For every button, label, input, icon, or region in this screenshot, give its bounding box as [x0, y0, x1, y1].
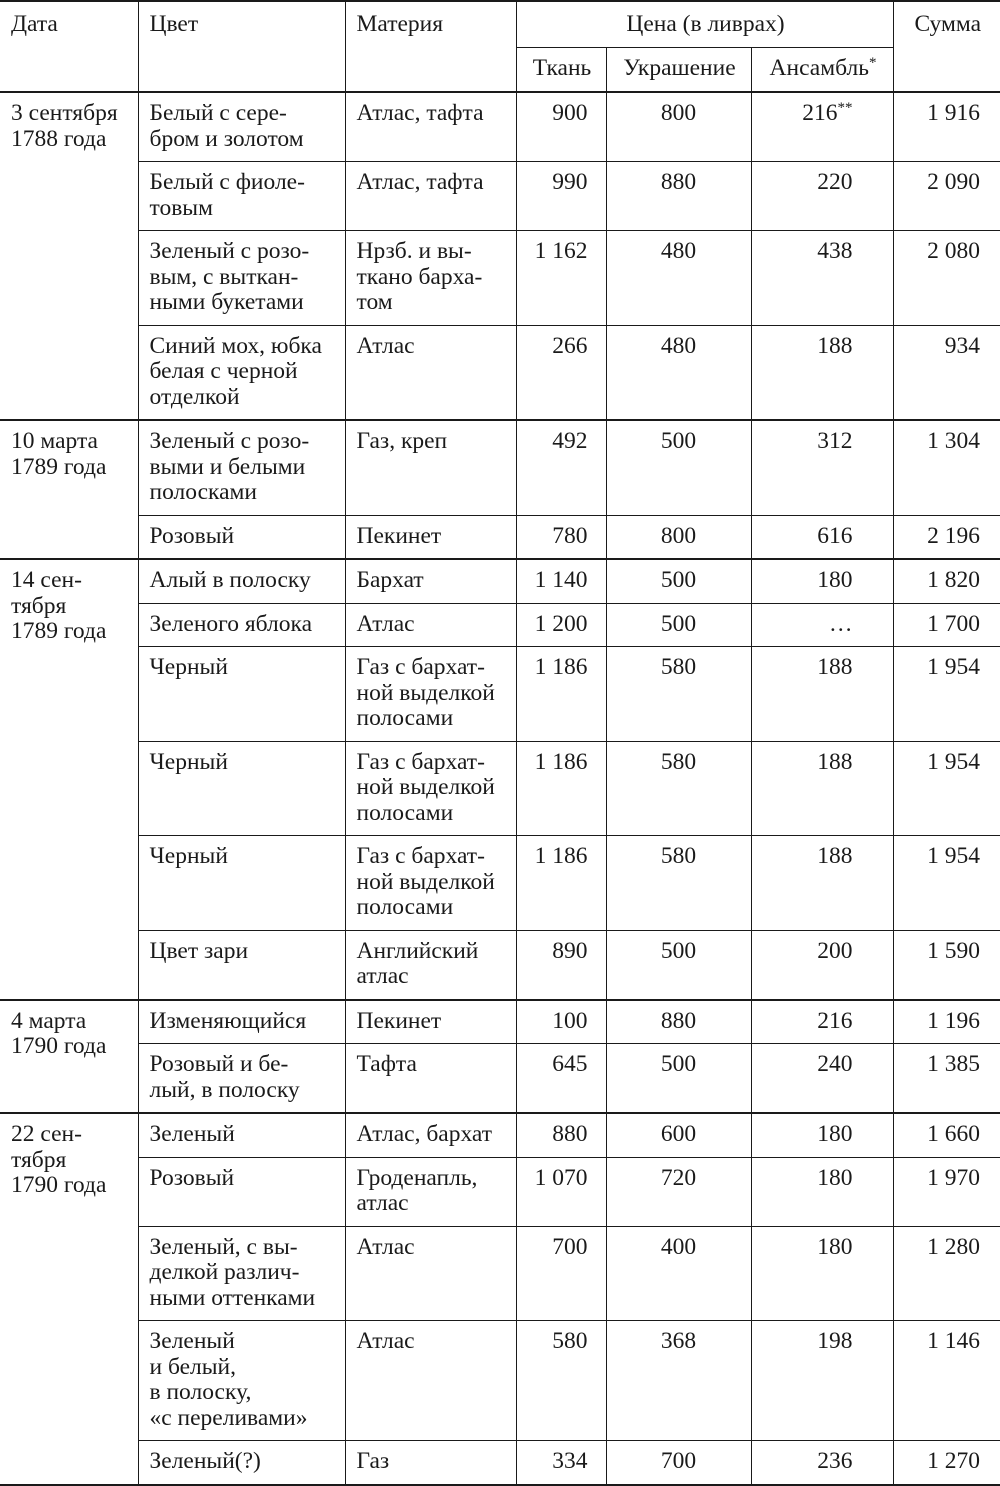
ensemble-price-cell: 216**	[751, 92, 893, 162]
color-cell: Синий мох, юбка белая с черной отделкой	[138, 325, 345, 420]
ensemble-price-cell: 198	[751, 1321, 893, 1441]
color-cell: Зеленый(?)	[138, 1441, 345, 1485]
ensemble-price-cell: 180	[751, 1157, 893, 1226]
decoration-price-cell: 880	[606, 1000, 751, 1044]
table-row	[0, 836, 1000, 931]
fabric-price-cell: 1 162	[516, 231, 606, 326]
material-cell: Газ	[345, 1441, 516, 1485]
header-decoration: Украшение	[606, 47, 751, 92]
fabric-price-cell: 890	[516, 930, 606, 1000]
decoration-price-cell: 500	[606, 603, 751, 647]
material-cell: Газ с бархат- ной выделкой полосами	[345, 836, 516, 931]
fabric-price-cell: 1 186	[516, 741, 606, 836]
table-row	[0, 1226, 1000, 1321]
fabric-price-cell: 1 070	[516, 1157, 606, 1226]
sum-cell: 1 820	[893, 559, 1000, 603]
ensemble-price-cell: 236	[751, 1441, 893, 1485]
table-row	[0, 647, 1000, 742]
fabric-price-cell: 1 200	[516, 603, 606, 647]
fabric-price-cell: 492	[516, 420, 606, 515]
decoration-price-cell: 368	[606, 1321, 751, 1441]
ensemble-price-cell: 438	[751, 231, 893, 326]
date-cell: 4 марта 1790 года	[0, 1000, 138, 1114]
ensemble-price-cell: 180	[751, 1113, 893, 1157]
fabric-price-cell: 780	[516, 515, 606, 559]
material-cell: Атлас	[345, 1321, 516, 1441]
material-cell: Нрзб. и вы- ткано барха- том	[345, 231, 516, 326]
ensemble-price-cell: 180	[751, 1226, 893, 1321]
material-cell: Атлас, бархат	[345, 1113, 516, 1157]
decoration-price-cell: 500	[606, 930, 751, 1000]
color-cell: Зеленый	[138, 1113, 345, 1157]
fabric-price-cell: 1 186	[516, 836, 606, 931]
sum-cell: 1 970	[893, 1157, 1000, 1226]
sum-cell: 1 196	[893, 1000, 1000, 1044]
color-cell: Алый в полоску	[138, 559, 345, 603]
material-cell: Газ, креп	[345, 420, 516, 515]
fabric-price-cell: 990	[516, 162, 606, 231]
ensemble-price-cell: 188	[751, 836, 893, 931]
table-row	[0, 1044, 1000, 1114]
decoration-price-cell: 720	[606, 1157, 751, 1226]
color-cell: Белый с фиоле- товым	[138, 162, 345, 231]
decoration-price-cell: 480	[606, 231, 751, 326]
decoration-price-cell: 600	[606, 1113, 751, 1157]
table-row	[0, 930, 1000, 1000]
color-cell: Розовый и бе- лый, в полоску	[138, 1044, 345, 1114]
fabric-price-cell: 100	[516, 1000, 606, 1044]
color-cell: Зеленый, с вы- делкой различ- ными оттенками	[138, 1226, 345, 1321]
decoration-price-cell: 480	[606, 325, 751, 420]
table-row	[0, 325, 1000, 420]
material-cell: Атлас, тафта	[345, 162, 516, 231]
sum-cell: 1 916	[893, 92, 1000, 162]
fabric-price-cell: 1 140	[516, 559, 606, 603]
table-row	[0, 92, 1000, 162]
table-row	[0, 1000, 1000, 1044]
table-row	[0, 741, 1000, 836]
date-cell: 10 марта 1789 года	[0, 420, 138, 559]
color-cell: Изменяющийся	[138, 1000, 345, 1044]
material-cell: Газ с бархат- ной выделкой полосами	[345, 647, 516, 742]
footnote-mark: **	[837, 100, 853, 116]
fabric-price-cell: 645	[516, 1044, 606, 1114]
sum-cell: 1 700	[893, 603, 1000, 647]
table-row	[0, 603, 1000, 647]
ensemble-price-cell: 616	[751, 515, 893, 559]
ensemble-price-cell: 188	[751, 647, 893, 742]
date-cell: 3 сентября 1788 года	[0, 92, 138, 420]
sum-cell: 1 954	[893, 647, 1000, 742]
color-cell: Зеленый с розо- вым, с выткан- ными букетами	[138, 231, 345, 326]
sum-cell: 1 304	[893, 420, 1000, 515]
ensemble-price-cell: …	[751, 603, 893, 647]
fabric-price-cell: 266	[516, 325, 606, 420]
table-row	[0, 1113, 1000, 1157]
header-date: Дата	[0, 1, 138, 92]
decoration-price-cell: 580	[606, 741, 751, 836]
ensemble-price-cell: 216	[751, 1000, 893, 1044]
ensemble-price-cell: 188	[751, 325, 893, 420]
sum-cell: 934	[893, 325, 1000, 420]
material-cell: Бархат	[345, 559, 516, 603]
decoration-price-cell: 800	[606, 515, 751, 559]
header-price: Цена (в ливрах)	[516, 1, 893, 47]
table-row	[0, 1321, 1000, 1441]
ensemble-price-cell: 200	[751, 930, 893, 1000]
material-cell: Гроденапль, атлас	[345, 1157, 516, 1226]
sum-cell: 1 954	[893, 741, 1000, 836]
color-cell: Цвет зари	[138, 930, 345, 1000]
header-row	[0, 1, 1000, 47]
header-fabric: Ткань	[516, 47, 606, 92]
sum-cell: 1 270	[893, 1441, 1000, 1485]
fabric-price-cell: 334	[516, 1441, 606, 1485]
material-cell: Атлас	[345, 325, 516, 420]
table-row	[0, 559, 1000, 603]
material-cell: Английский атлас	[345, 930, 516, 1000]
table-row	[0, 420, 1000, 515]
ensemble-price-cell: 220	[751, 162, 893, 231]
material-cell: Тафта	[345, 1044, 516, 1114]
ensemble-price-cell: 180	[751, 559, 893, 603]
sum-cell: 2 080	[893, 231, 1000, 326]
decoration-price-cell: 700	[606, 1441, 751, 1485]
color-cell: Белый с сере- бром и золотом	[138, 92, 345, 162]
color-cell: Зеленого яблока	[138, 603, 345, 647]
decoration-price-cell: 500	[606, 1044, 751, 1114]
color-cell: Розовый	[138, 515, 345, 559]
sum-cell: 1 385	[893, 1044, 1000, 1114]
material-cell: Атлас	[345, 603, 516, 647]
header-ensemble: Ансамбль*	[751, 47, 893, 92]
header-sum: Сумма	[893, 1, 1000, 92]
material-cell: Атлас, тафта	[345, 92, 516, 162]
color-cell: Черный	[138, 741, 345, 836]
decoration-price-cell: 580	[606, 647, 751, 742]
fabric-price-cell: 1 186	[516, 647, 606, 742]
material-cell: Атлас	[345, 1226, 516, 1321]
sum-cell: 1 954	[893, 836, 1000, 931]
fabric-price-cell: 700	[516, 1226, 606, 1321]
decoration-price-cell: 580	[606, 836, 751, 931]
material-cell: Пекинет	[345, 1000, 516, 1044]
ensemble-price-cell: 240	[751, 1044, 893, 1114]
table-row	[0, 515, 1000, 559]
ensemble-price-cell: 188	[751, 741, 893, 836]
color-cell: Черный	[138, 836, 345, 931]
decoration-price-cell: 500	[606, 420, 751, 515]
header-color: Цвет	[138, 1, 345, 92]
sum-cell: 1 280	[893, 1226, 1000, 1321]
decoration-price-cell: 500	[606, 559, 751, 603]
decoration-price-cell: 400	[606, 1226, 751, 1321]
sum-cell: 1 146	[893, 1321, 1000, 1441]
material-cell: Газ с бархат- ной выделкой полосами	[345, 741, 516, 836]
color-cell: Розовый	[138, 1157, 345, 1226]
decoration-price-cell: 880	[606, 162, 751, 231]
sum-cell: 2 196	[893, 515, 1000, 559]
color-cell: Черный	[138, 647, 345, 742]
ensemble-price-cell: 312	[751, 420, 893, 515]
table-row	[0, 1441, 1000, 1485]
sum-cell: 1 590	[893, 930, 1000, 1000]
header-material: Материя	[345, 1, 516, 92]
sum-cell: 1 660	[893, 1113, 1000, 1157]
date-cell: 22 сен- тября 1790 года	[0, 1113, 138, 1485]
table-row	[0, 1157, 1000, 1226]
table-row	[0, 162, 1000, 231]
sum-cell: 2 090	[893, 162, 1000, 231]
footnote-mark: *	[868, 54, 877, 71]
decoration-price-cell: 800	[606, 92, 751, 162]
fabric-price-cell: 880	[516, 1113, 606, 1157]
fabric-price-cell: 900	[516, 92, 606, 162]
color-cell: Зеленый с розо- выми и белыми полосками	[138, 420, 345, 515]
material-cell: Пекинет	[345, 515, 516, 559]
date-cell: 14 сен- тября 1789 года	[0, 559, 138, 1000]
fabric-price-cell: 580	[516, 1321, 606, 1441]
color-cell: Зеленый и белый, в полоску, «с переливами»	[138, 1321, 345, 1441]
table-row	[0, 231, 1000, 326]
